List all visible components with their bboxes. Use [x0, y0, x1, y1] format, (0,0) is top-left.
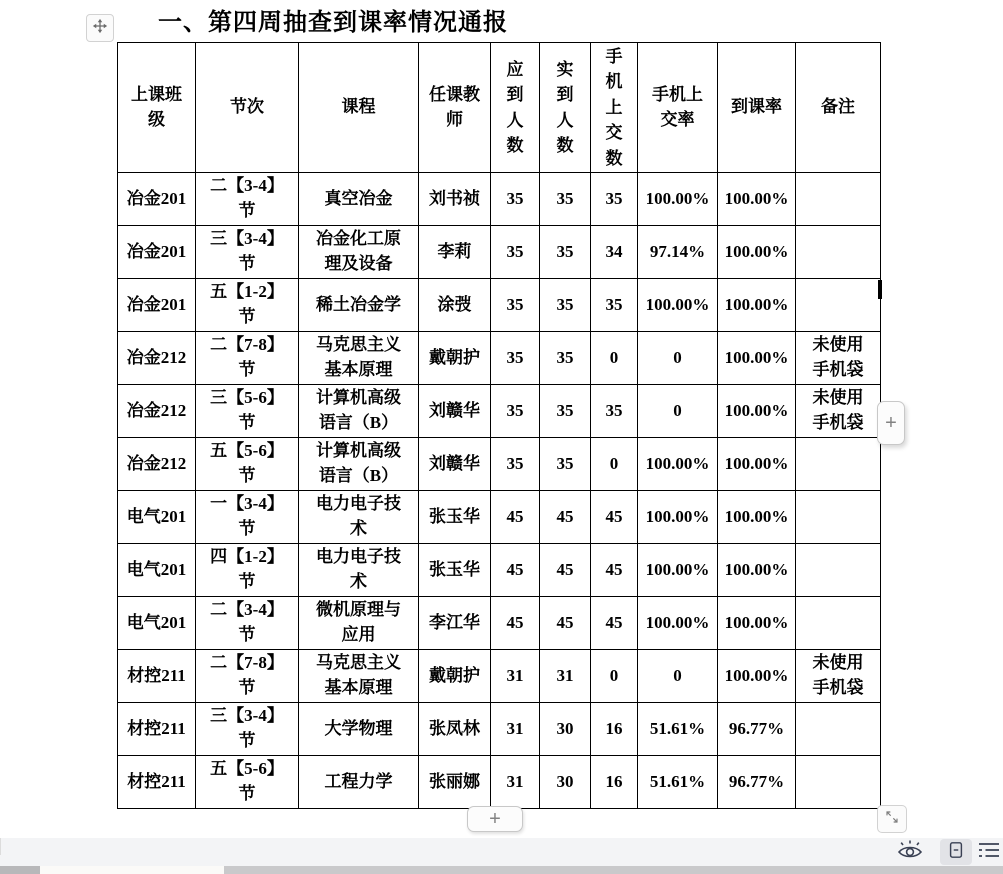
cell-actual[interactable]: 30 — [540, 756, 591, 809]
table-row — [118, 279, 881, 332]
cell-attendance-rate[interactable]: 100.00% — [718, 438, 796, 491]
add-row-button[interactable]: + — [467, 806, 523, 832]
cell-attendance-rate[interactable]: 100.00% — [718, 491, 796, 544]
cell-class[interactable]: 电气201 — [118, 597, 196, 650]
status-bar — [0, 838, 1003, 866]
cell-course[interactable]: 马克思主义基本原理 — [299, 332, 419, 385]
cell-class[interactable]: 电气201 — [118, 491, 196, 544]
cell-phone-rate[interactable]: 100.00% — [638, 491, 718, 544]
cell-phone-rate[interactable]: 97.14% — [638, 226, 718, 279]
cell-expected[interactable]: 35 — [491, 226, 540, 279]
cell-phone-rate[interactable]: 0 — [638, 332, 718, 385]
table-row — [118, 544, 881, 597]
cell-phone-rate[interactable]: 100.00% — [638, 173, 718, 226]
cell-expected[interactable]: 35 — [491, 438, 540, 491]
cell-course[interactable]: 真空冶金 — [299, 173, 419, 226]
cell-teacher[interactable]: 李江华 — [419, 597, 491, 650]
cell-expected[interactable]: 45 — [491, 597, 540, 650]
cell-note[interactable] — [796, 491, 881, 544]
cell-phone-rate[interactable]: 100.00% — [638, 544, 718, 597]
cell-course[interactable]: 电力电子技术 — [299, 491, 419, 544]
cell-note[interactable] — [796, 173, 881, 226]
cell-note[interactable] — [796, 226, 881, 279]
table-row — [118, 332, 881, 385]
table-row — [118, 226, 881, 279]
cell-note[interactable]: 未使用手机袋 — [796, 650, 881, 703]
cell-teacher[interactable]: 刘书祯 — [419, 173, 491, 226]
table-header-row — [118, 43, 881, 173]
cell-phones[interactable]: 35 — [591, 173, 638, 226]
cell-period[interactable]: 五【5-6】节 — [196, 438, 299, 491]
cell-actual[interactable]: 35 — [540, 226, 591, 279]
cell-teacher[interactable]: 张玉华 — [419, 544, 491, 597]
cell-note[interactable] — [796, 756, 881, 809]
table-row — [118, 597, 881, 650]
cell-class[interactable]: 材控211 — [118, 650, 196, 703]
cell-phone-rate[interactable]: 100.00% — [638, 597, 718, 650]
cell-course[interactable]: 大学物理 — [299, 703, 419, 756]
cell-expected[interactable]: 31 — [491, 650, 540, 703]
cell-expected[interactable]: 31 — [491, 703, 540, 756]
cell-course[interactable]: 马克思主义基本原理 — [299, 650, 419, 703]
cell-phones[interactable]: 45 — [591, 544, 638, 597]
cell-note[interactable] — [796, 544, 881, 597]
cell-teacher[interactable]: 李莉 — [419, 226, 491, 279]
cell-phones[interactable]: 16 — [591, 756, 638, 809]
text-caret — [878, 280, 882, 299]
cell-actual[interactable]: 35 — [540, 438, 591, 491]
cell-note[interactable] — [796, 279, 881, 332]
table-row — [118, 650, 881, 703]
cell-course[interactable]: 计算机高级语言（B） — [299, 438, 419, 491]
attendance-table — [117, 42, 881, 809]
cell-course[interactable]: 冶金化工原理及设备 — [299, 226, 419, 279]
cell-period[interactable]: 二【3-4】节 — [196, 597, 299, 650]
cell-expected[interactable]: 35 — [491, 332, 540, 385]
cell-actual[interactable]: 45 — [540, 597, 591, 650]
cell-period[interactable]: 二【7-8】节 — [196, 650, 299, 703]
cell-class[interactable]: 冶金212 — [118, 332, 196, 385]
page-title[interactable]: 一、第四周抽查到课率情况通报 — [158, 9, 508, 36]
cell-attendance-rate[interactable]: 100.00% — [718, 173, 796, 226]
table-row — [118, 385, 881, 438]
cell-teacher[interactable]: 戴朝护 — [419, 332, 491, 385]
cell-phones[interactable]: 35 — [591, 279, 638, 332]
cell-expected[interactable]: 35 — [491, 279, 540, 332]
eye-protection-icon — [895, 838, 925, 867]
cell-phone-rate[interactable]: 51.61% — [638, 703, 718, 756]
cell-class[interactable]: 材控211 — [118, 703, 196, 756]
outline-view-icon — [977, 840, 1001, 865]
cell-note[interactable]: 未使用手机袋 — [796, 332, 881, 385]
header-actual[interactable]: 实到人数 — [540, 43, 591, 173]
cell-teacher[interactable]: 张凤林 — [419, 703, 491, 756]
cell-expected[interactable]: 45 — [491, 544, 540, 597]
table-row — [118, 438, 881, 491]
resize-diagonal-icon — [884, 809, 900, 830]
cell-teacher[interactable]: 刘赣华 — [419, 438, 491, 491]
cell-class[interactable]: 冶金201 — [118, 279, 196, 332]
cell-attendance-rate[interactable]: 100.00% — [718, 544, 796, 597]
cell-phone-rate[interactable]: 100.00% — [638, 438, 718, 491]
cell-phones[interactable]: 0 — [591, 332, 638, 385]
status-bar-separator — [0, 838, 1, 855]
cell-teacher[interactable]: 刘赣华 — [419, 385, 491, 438]
cell-course[interactable]: 计算机高级语言（B） — [299, 385, 419, 438]
header-class[interactable]: 上课班级 — [118, 43, 196, 173]
cell-class[interactable]: 冶金212 — [118, 438, 196, 491]
table-move-handle[interactable] — [86, 14, 114, 42]
cell-attendance-rate[interactable]: 96.77% — [718, 756, 796, 809]
cell-phone-rate[interactable]: 51.61% — [638, 756, 718, 809]
cell-actual[interactable]: 45 — [540, 544, 591, 597]
cell-teacher[interactable]: 张玉华 — [419, 491, 491, 544]
header-course[interactable]: 课程 — [299, 43, 419, 173]
cell-attendance-rate[interactable]: 100.00% — [718, 597, 796, 650]
cell-attendance-rate[interactable]: 100.00% — [718, 332, 796, 385]
cell-actual[interactable]: 31 — [540, 650, 591, 703]
table-row — [118, 703, 881, 756]
eye-protection-button[interactable] — [893, 839, 927, 865]
cell-phones[interactable]: 16 — [591, 703, 638, 756]
cell-attendance-rate[interactable]: 96.77% — [718, 703, 796, 756]
cell-actual[interactable]: 35 — [540, 332, 591, 385]
cell-phones[interactable]: 34 — [591, 226, 638, 279]
cell-attendance-rate[interactable]: 100.00% — [718, 279, 796, 332]
cell-period[interactable]: 五【5-6】节 — [196, 756, 299, 809]
header-expected[interactable]: 应到人数 — [491, 43, 540, 173]
cell-period[interactable]: 二【7-8】节 — [196, 332, 299, 385]
page-view-button[interactable] — [940, 839, 972, 865]
cell-teacher[interactable]: 张丽娜 — [419, 756, 491, 809]
header-attendance-rate[interactable]: 到课率 — [718, 43, 796, 173]
cell-course[interactable]: 工程力学 — [299, 756, 419, 809]
cell-expected[interactable]: 35 — [491, 173, 540, 226]
cell-course[interactable]: 微机原理与应用 — [299, 597, 419, 650]
cell-period[interactable]: 三【3-4】节 — [196, 226, 299, 279]
table-resize-handle[interactable] — [877, 805, 907, 833]
cell-class[interactable]: 电气201 — [118, 544, 196, 597]
cell-expected[interactable]: 45 — [491, 491, 540, 544]
add-column-button[interactable]: + — [877, 401, 905, 445]
outline-view-button[interactable] — [976, 840, 1002, 864]
cell-phones[interactable]: 0 — [591, 650, 638, 703]
table-row — [118, 173, 881, 226]
cell-note[interactable] — [796, 597, 881, 650]
cell-period[interactable]: 一【3-4】节 — [196, 491, 299, 544]
cell-teacher[interactable]: 戴朝护 — [419, 650, 491, 703]
cell-course[interactable]: 稀土冶金学 — [299, 279, 419, 332]
cell-phone-rate[interactable]: 0 — [638, 385, 718, 438]
cell-phones[interactable]: 45 — [591, 597, 638, 650]
table-row — [118, 491, 881, 544]
cell-attendance-rate[interactable]: 100.00% — [718, 385, 796, 438]
cell-period[interactable]: 三【5-6】节 — [196, 385, 299, 438]
cell-period[interactable]: 四【1-2】节 — [196, 544, 299, 597]
cell-actual[interactable]: 35 — [540, 385, 591, 438]
cell-period[interactable]: 二【3-4】节 — [196, 173, 299, 226]
cell-phone-rate[interactable]: 0 — [638, 650, 718, 703]
table-row — [118, 756, 881, 809]
cell-expected[interactable]: 31 — [491, 756, 540, 809]
header-note[interactable]: 备注 — [796, 43, 881, 173]
cell-actual[interactable]: 30 — [540, 703, 591, 756]
header-phones[interactable]: 手机上交数 — [591, 43, 638, 173]
header-period[interactable]: 节次 — [196, 43, 299, 173]
header-phone-rate[interactable]: 手机上交率 — [638, 43, 718, 173]
cell-period[interactable]: 三【3-4】节 — [196, 703, 299, 756]
cell-class[interactable]: 材控211 — [118, 756, 196, 809]
cell-phones[interactable]: 35 — [591, 385, 638, 438]
cell-note[interactable]: 未使用手机袋 — [796, 385, 881, 438]
cell-phone-rate[interactable]: 100.00% — [638, 279, 718, 332]
page-view-icon — [947, 840, 965, 865]
horizontal-scrollbar[interactable] — [0, 866, 1003, 874]
cell-class[interactable]: 冶金201 — [118, 173, 196, 226]
scrollbar-corner — [0, 866, 40, 874]
cell-actual[interactable]: 45 — [540, 491, 591, 544]
move-icon — [91, 17, 109, 40]
header-teacher[interactable]: 任课教师 — [419, 43, 491, 173]
cell-phones[interactable]: 45 — [591, 491, 638, 544]
cell-attendance-rate[interactable]: 100.00% — [718, 226, 796, 279]
cell-note[interactable] — [796, 438, 881, 491]
cell-attendance-rate[interactable]: 100.00% — [718, 650, 796, 703]
cell-teacher[interactable]: 涂弢 — [419, 279, 491, 332]
cell-actual[interactable]: 35 — [540, 279, 591, 332]
cell-class[interactable]: 冶金201 — [118, 226, 196, 279]
cell-course[interactable]: 电力电子技术 — [299, 544, 419, 597]
scrollbar-thumb[interactable] — [40, 866, 224, 874]
cell-actual[interactable]: 35 — [540, 173, 591, 226]
cell-expected[interactable]: 35 — [491, 385, 540, 438]
cell-period[interactable]: 五【1-2】节 — [196, 279, 299, 332]
cell-note[interactable] — [796, 703, 881, 756]
cell-phones[interactable]: 0 — [591, 438, 638, 491]
cell-class[interactable]: 冶金212 — [118, 385, 196, 438]
attendance-table-body — [118, 173, 881, 809]
